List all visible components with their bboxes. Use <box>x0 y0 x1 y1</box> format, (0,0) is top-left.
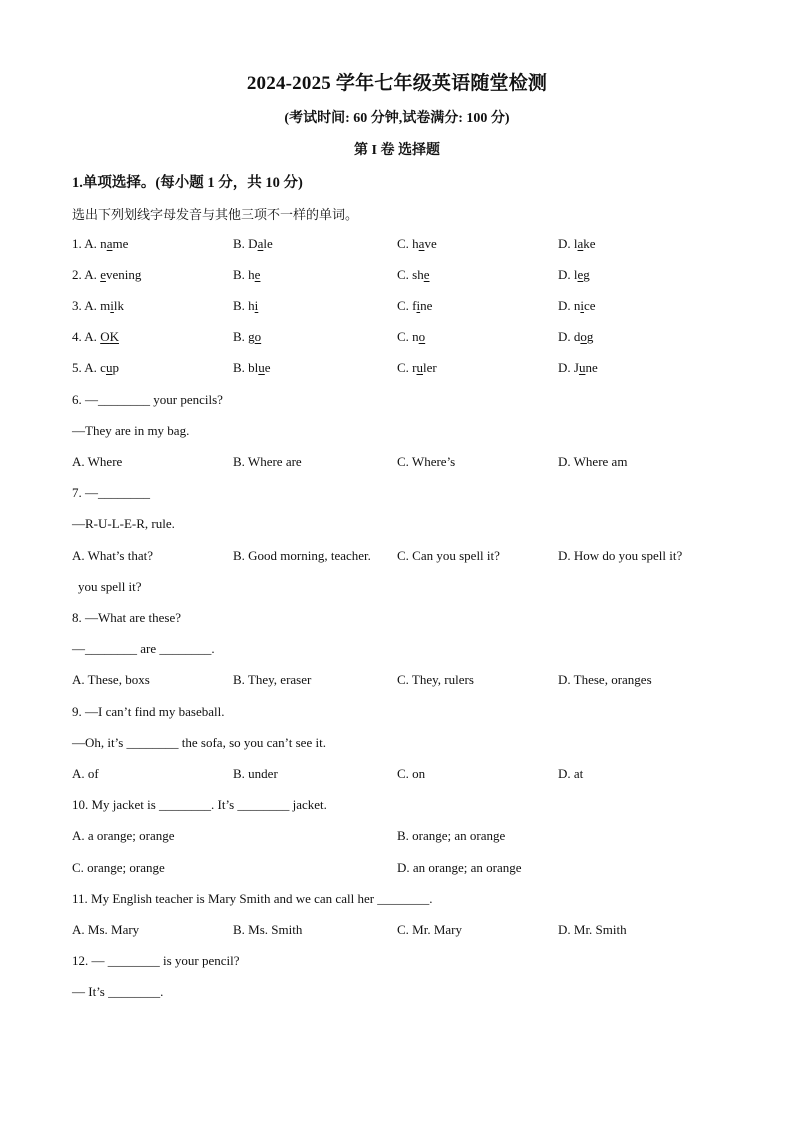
question-8-options <box>0 672 794 692</box>
question-9-reply: —Oh, it’s ________ the sofa, so you can’t see it. <box>72 735 326 750</box>
option-b: B. They, eraser <box>233 672 312 687</box>
option-b: B. Dale <box>233 236 273 251</box>
question-3 <box>0 298 794 318</box>
option-c: C. orange; orange <box>72 860 165 875</box>
question-10-stem: 10. My jacket is ________. It’s ________ jacket. <box>72 797 327 812</box>
option-a: A. These, boxs <box>72 672 150 687</box>
question-7-reply: —R-U-L-E-R, rule. <box>72 516 175 531</box>
question-1 <box>0 236 794 256</box>
option-c: C. have <box>397 236 437 251</box>
option-d: D. Where am <box>558 454 628 469</box>
option-a: 5. A. cup <box>72 360 119 375</box>
option-c: C. she <box>397 267 430 282</box>
option-b: B. orange; an orange <box>397 828 506 843</box>
page-title: 2024-2025 学年七年级英语随堂检测 <box>246 73 548 94</box>
option-d-continuation: you spell it? <box>78 579 142 594</box>
question-4 <box>0 329 794 349</box>
question-9-options <box>0 766 794 786</box>
option-b: B. go <box>233 329 262 344</box>
option-d: D. lake <box>558 236 596 251</box>
question-9-stem: 9. —I can’t find my baseball. <box>72 704 225 719</box>
question-10-options-row1 <box>0 828 794 848</box>
option-b: B. under <box>233 766 278 781</box>
option-a: 3. A. milk <box>72 298 125 313</box>
question-11-options <box>0 922 794 942</box>
option-d: D. June <box>558 360 598 375</box>
option-c: C. Where’s <box>397 454 456 469</box>
exam-info: (考试时间: 60 分钟,试卷满分: 100 分) <box>284 111 510 126</box>
option-d: D. at <box>558 766 584 781</box>
question-2 <box>0 267 794 287</box>
question-12-reply: — It’s ________. <box>72 984 164 999</box>
part-heading: 第 I 卷 选择题 <box>354 143 440 158</box>
option-b: B. Good morning, teacher. <box>233 548 371 563</box>
option-a: A. of <box>72 766 99 781</box>
option-a: A. Where <box>72 454 123 469</box>
question-8-stem: 8. —What are these? <box>72 610 182 625</box>
question-11-stem: 11. My English teacher is Mary Smith and we can call her ________. <box>72 891 433 906</box>
option-c: C. on <box>397 766 426 781</box>
option-c: C. Can you spell it? <box>397 548 500 563</box>
question-5 <box>0 360 794 380</box>
option-d: D. an orange; an orange <box>397 860 522 875</box>
option-a: A. Ms. Mary <box>72 922 140 937</box>
option-b: B. blue <box>233 360 271 375</box>
option-b: B. hi <box>233 298 259 313</box>
option-a: 4. A. OK <box>72 329 119 344</box>
instruction-text: 选出下列划线字母发音与其他三项不一样的单词。 <box>72 207 359 222</box>
question-8-reply: —________ are ________. <box>72 641 215 656</box>
option-a: A. a orange; orange <box>72 828 175 843</box>
option-b: B. Where are <box>233 454 302 469</box>
option-a: 1. A. name <box>72 236 129 251</box>
option-c: C. Mr. Mary <box>397 922 462 937</box>
question-6-options <box>0 454 794 474</box>
option-c: C. no <box>397 329 426 344</box>
option-a: 2. A. evening <box>72 267 142 282</box>
option-b: B. he <box>233 267 261 282</box>
question-10-options-row2 <box>0 860 794 880</box>
option-d: D. leg <box>558 267 590 282</box>
question-6-stem: 6. —________ your pencils? <box>72 392 223 407</box>
option-b: B. Ms. Smith <box>233 922 303 937</box>
question-6-reply: —They are in my bag. <box>72 423 190 438</box>
option-c: C. ruler <box>397 360 437 375</box>
option-d: D. dog <box>558 329 594 344</box>
question-7-stem: 7. —________ <box>72 485 150 500</box>
question-7-options <box>0 548 794 568</box>
option-d: D. These, oranges <box>558 672 652 687</box>
option-d: D. Mr. Smith <box>558 922 627 937</box>
question-12-stem: 12. — ________ is your pencil? <box>72 953 240 968</box>
option-c: C. fine <box>397 298 433 313</box>
section-heading: 1.单项选择。(每小题 1 分，共 10 分) <box>72 175 303 191</box>
option-a: A. What’s that? <box>72 548 153 563</box>
option-d: D. How do you spell it? <box>558 548 683 563</box>
option-c: C. They, rulers <box>397 672 474 687</box>
option-d: D. nice <box>558 298 596 313</box>
